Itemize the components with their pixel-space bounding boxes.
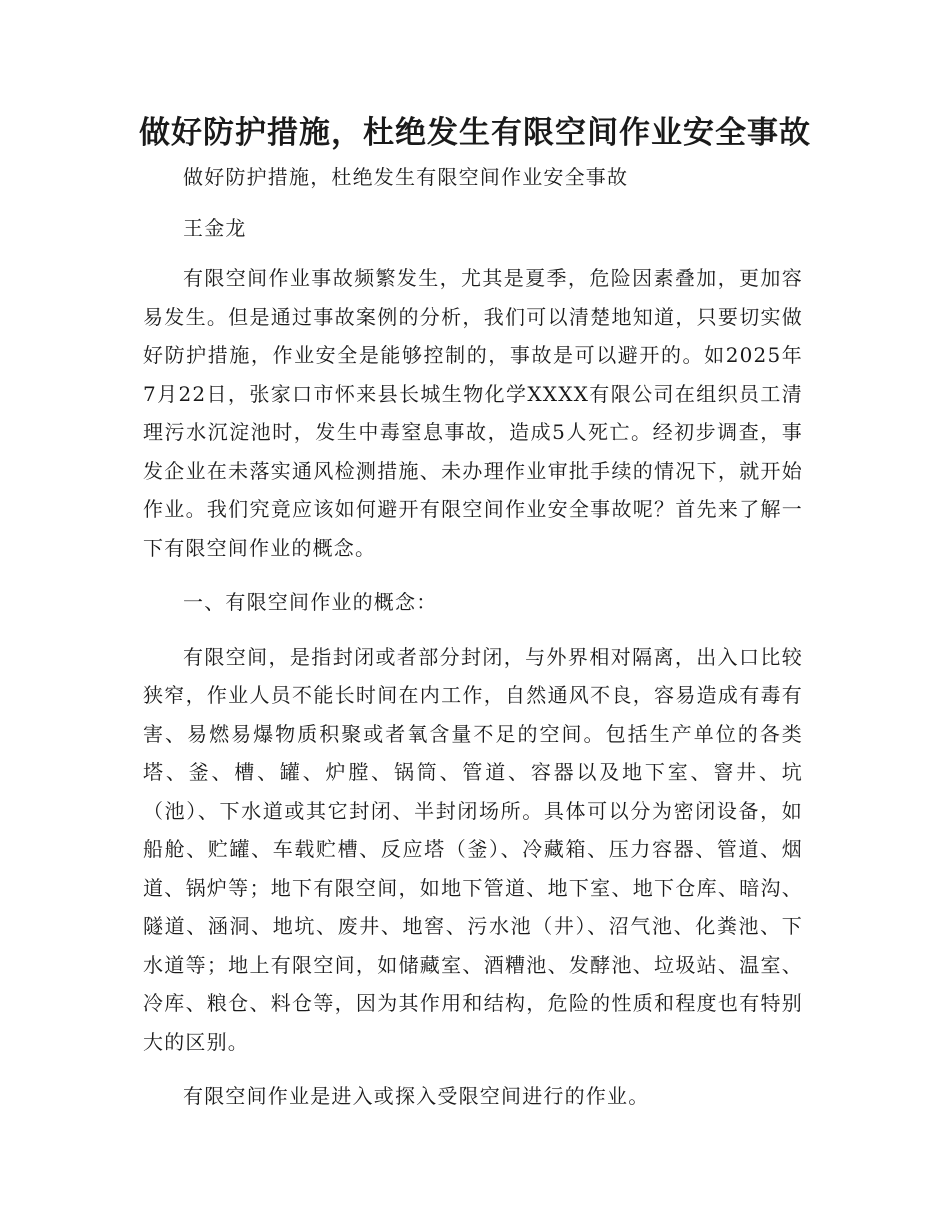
author-paragraph: 王金龙: [183, 215, 247, 240]
subtitle-paragraph: 做好防护措施，杜绝发生有限空间作业安全事故: [183, 165, 629, 189]
document-title: 做好防护措施，杜绝发生有限空间作业安全事故: [139, 115, 811, 151]
section-heading: 一、有限空间作业的概念：: [183, 590, 438, 614]
document-body: [143, 158, 803, 1132]
intro-paragraph: 有限空间作业事故频繁发生，尤其是夏季，危险因素叠加，更加容易发生。但是通过事故案例的分析，我们可以清楚地知道，只要切实做好防护措施，作业安全是能够控制的，事故是可以避开的。如2025年7月22日，张家口市怀来县长城生物化学XXXX有限公司在组织员工清理污水沉淀池时，发生中毒窒息事故，造成5人死亡。经初步调查，事发企业在未落实通风检测措施、未办理作业审批手续的情况下，就开始作业。我们究竟应该如何避开有限空间作业安全事故呢？首先来了解一下有限空间作业的概念。: [143, 266, 803, 560]
operation-paragraph: 有限空间作业是进入或探入受限空间进行的作业。: [183, 1084, 650, 1108]
definition-paragraph: 有限空间，是指封闭或者部分封闭，与外界相对隔离，出入口比较狭窄，作业人员不能长时间在内工作，自然通风不良，容易造成有毒有害、易燃易爆物质积聚或者氧含量不足的空间。包括生产单位的各类塔、釜、槽、罐、炉膛、锅筒、管道、容器以及地下室、窨井、坑（池）、下水道或其它封闭、半封闭场所。具体可以分为密闭设备，如船舱、贮罐、车载贮槽、反应塔（釜）、冷藏箱、压力容器、管道、烟道、锅炉等；地下有限空间，如地下管道、地下室、地下仓库、暗沟、隧道、涵洞、地坑、废井、地窖、污水池（井）、沼气池、化粪池、下水道等；地上有限空间，如储藏室、酒糟池、发酵池、垃圾站、温室、冷库、粮仓、料仓等，因为其作用和结构，危险的性质和程度也有特别大的区别。: [143, 644, 803, 1054]
